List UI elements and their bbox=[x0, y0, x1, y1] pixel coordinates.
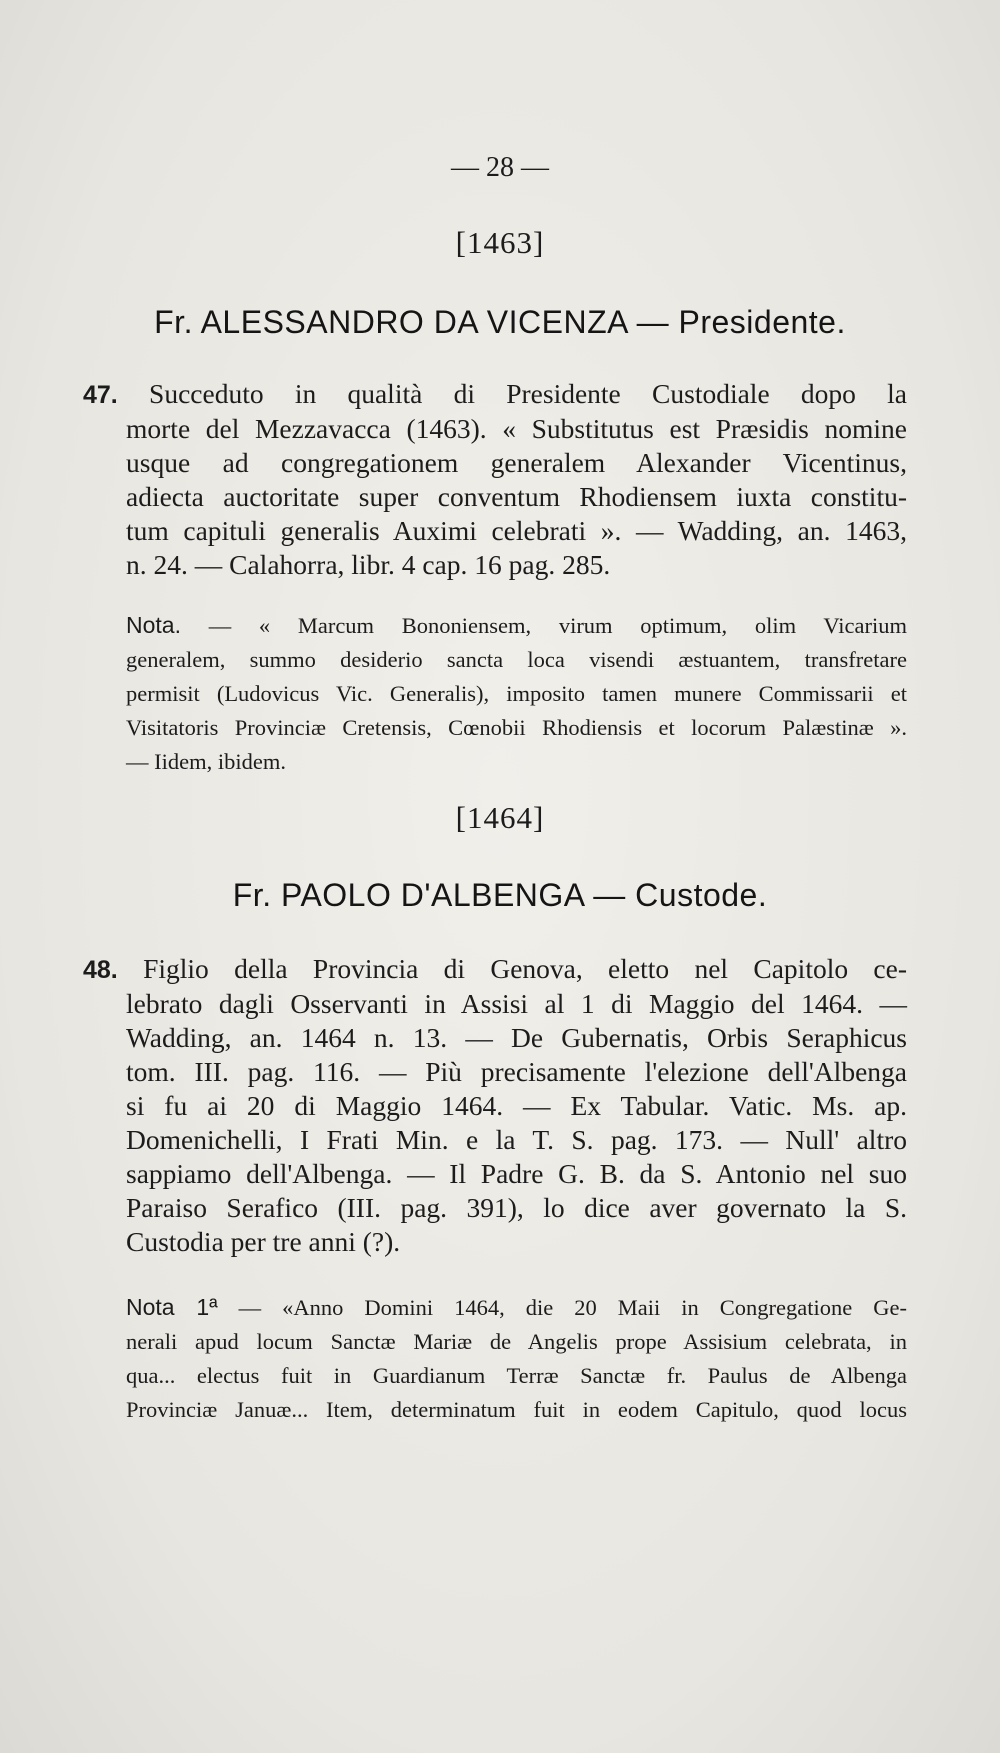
entry-line: n. 24. — Calahorra, libr. 4 cap. 16 pag. 285. bbox=[126, 549, 611, 580]
entry-line: si fu ai 20 di Maggio 1464. — Ex Tabular. Vatic. Ms. ap. bbox=[126, 1090, 907, 1121]
entry-line: tum capituli generalis Auximi celebrati ». — Wadding, an. 1463, bbox=[126, 515, 907, 546]
section-heading: Fr. PAOLO D'ALBENGA — Custode. bbox=[232, 877, 768, 913]
entry-line: Custodia per tre anni (?). bbox=[126, 1226, 401, 1257]
entry-line: Domenichelli, I Frati Min. e la T. S. pag. 173. — Null' altro bbox=[126, 1124, 907, 1155]
entry-line: adiecta auctoritate super conventum Rhodiensem iuxta constitu- bbox=[126, 481, 907, 512]
note-label: Nota 1ª bbox=[126, 1294, 218, 1320]
entry-line: lebrato dagli Osservanti in Assisi al 1 di Maggio del 1464. — bbox=[126, 988, 907, 1019]
entry-paragraph bbox=[83, 952, 907, 1259]
entry-paragraph bbox=[83, 377, 907, 582]
entry-line: 47. Succeduto in qualità di Presidente Custodiale dopo la bbox=[83, 378, 907, 409]
note-line: Provinciæ Januæ... Item, determinatum fuit in eodem Capitulo, quod locus bbox=[126, 1397, 907, 1422]
note-line: — Iidem, ibidem. bbox=[126, 749, 286, 774]
note-block bbox=[126, 608, 907, 779]
page-number: — 28 — bbox=[451, 152, 549, 183]
entry-line: Paraiso Serafico (III. pag. 391), lo dice aver governato la S. bbox=[126, 1192, 907, 1223]
note-line: Nota 1ª — «Anno Domini 1464, die 20 Maii in Congregatione Ge- bbox=[126, 1294, 907, 1320]
note-line: generalem, summo desiderio sancta loca visendi æstuantem, transfretare bbox=[126, 647, 907, 672]
entry-line: sappiamo dell'Albenga. — Il Padre G. B. da S. Antonio nel suo bbox=[126, 1158, 907, 1189]
note-line: Visitatoris Provinciæ Cretensis, Cœnobii Rhodiensis et locorum Palæstinæ ». bbox=[126, 715, 907, 740]
note-label: Nota. bbox=[126, 612, 181, 638]
note-line: nerali apud locum Sanctæ Mariæ de Angelis prope Assisium celebrata, in bbox=[126, 1329, 907, 1354]
section-heading: Fr. ALESSANDRO DA VICENZA — Presidente. bbox=[154, 304, 846, 340]
entry-line: tom. III. pag. 116. — Più precisamente l'elezione dell'Albenga bbox=[126, 1056, 907, 1087]
note-block bbox=[126, 1290, 907, 1427]
section-year: [1464] bbox=[455, 800, 545, 835]
entry-line: Wadding, an. 1464 n. 13. — De Gubernatis, Orbis Seraphicus bbox=[126, 1022, 907, 1053]
entry-number: 47. bbox=[83, 381, 118, 409]
entry-line: morte del Mezzavacca (1463). « Substitutus est Præsidis nomine bbox=[126, 413, 907, 444]
note-line: qua... electus fuit in Guardianum Terræ Sanctæ fr. Paulus de Albenga bbox=[126, 1363, 907, 1388]
note-line: permisit (Ludovicus Vic. Generalis), imposito tamen munere Commissarii et bbox=[126, 681, 907, 706]
note-line: Nota. — « Marcum Bononiensem, virum optimum, olim Vicarium bbox=[126, 612, 907, 638]
entry-line: usque ad congregationem generalem Alexander Vicentinus, bbox=[126, 447, 907, 478]
entry-number: 48. bbox=[83, 956, 118, 984]
section-year: [1463] bbox=[455, 225, 545, 260]
entry-line: 48. Figlio della Provincia di Genova, eletto nel Capitolo ce- bbox=[83, 953, 907, 984]
